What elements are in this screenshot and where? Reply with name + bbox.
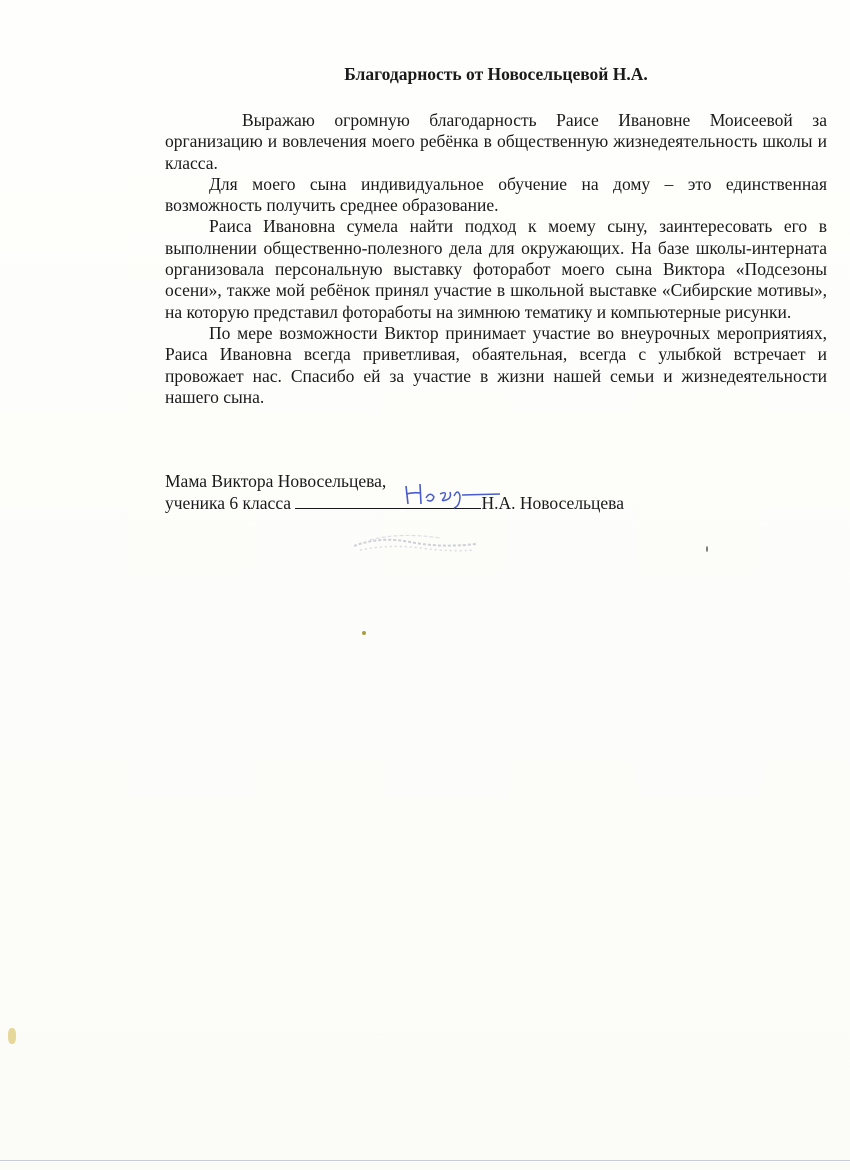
handwritten-signature — [396, 478, 506, 514]
paragraph-2: Для моего сына индивидуальное обучение на дому – это единственная возможность получить среднее образование. — [165, 173, 827, 216]
document-title: Благодарность от Новосельцевой Н.А. — [344, 64, 648, 84]
signer-name: Н.А. Новосельцева — [481, 493, 624, 513]
signature-block — [165, 470, 624, 514]
scan-speck — [706, 546, 708, 552]
paragraph-4: По мере возможности Виктор принимает участие во внеурочных мероприятиях, Раиса Ивановна всегда приветливая, обаятельная, всегда с улыбкой встречает и провожает нас. Спасибо ей за участие в жизни нашей семьи и жизнедеятельности нашего сына. — [165, 322, 827, 407]
scan-speck — [8, 1028, 16, 1044]
paragraph-1: Выражаю огромную благодарность Раисе Ивановне Моисеевой за организацию и вовлечения моего ребёнка в общественную жизнедеятельность школы и класса. — [165, 110, 827, 173]
scan-edge-line — [0, 1160, 850, 1161]
document-body — [165, 110, 827, 408]
scan-speck — [362, 631, 366, 635]
signer-line-2 — [165, 492, 624, 514]
signer-line-1: Мама Виктора Новосельцева, — [165, 471, 387, 491]
paragraph-3: Раиса Ивановна сумела найти подход к моему сыну, заинтересовать его в выполнении общественно-полезного дела для окружающих. На базе школы-интерната организовала персональную выставку фоторабот моего сына Виктора «Подсезоны осени», также мой ребёнок принял участие в школьной выставке «Сибирские мотивы», на которую представил фотоработы на зимнюю тематику и компьютерные рисунки. — [165, 216, 827, 322]
signer-class-label: ученика 6 класса — [165, 493, 292, 513]
faint-stamp — [350, 528, 480, 558]
